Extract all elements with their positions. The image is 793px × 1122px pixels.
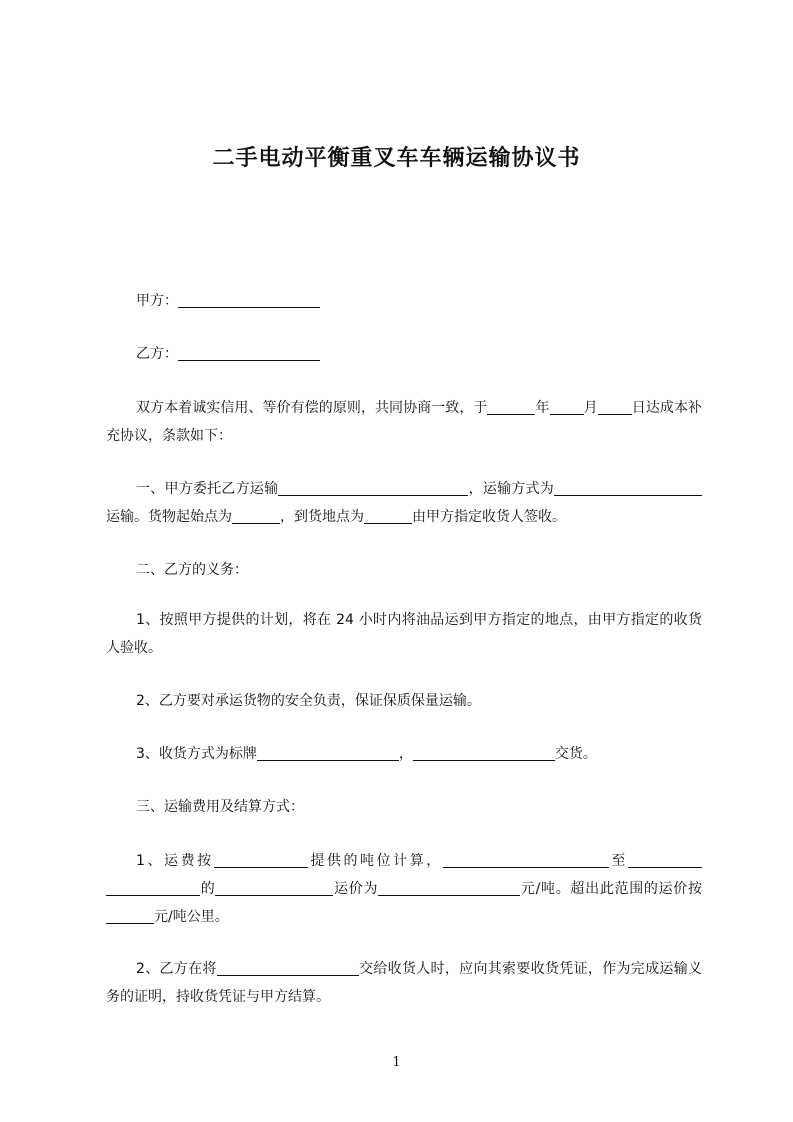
clause-1-method-blank-2[interactable] [668,479,702,496]
clause-1-text-3: 运输。货物起始点为 [106,509,232,525]
item-2-3-text-3: 交货。 [554,746,597,762]
item-2-3-text-1: 3、收货方式为标牌 [136,746,257,762]
item-3-1-goods-blank[interactable] [215,879,333,896]
item-3-1-from-blank[interactable] [443,851,609,868]
item-2-3-blank-1[interactable] [257,744,399,761]
intro-text-2: 年 [535,400,550,416]
item-2-3-blank-2[interactable] [413,744,555,761]
party-a-label: 甲方： [136,293,178,309]
item-3-1-to-blank-2[interactable] [106,879,200,896]
item-3-1-rate-blank[interactable] [378,879,520,896]
clause-1-text-2: ，运输方式为 [468,481,555,497]
item-3-2-goods-blank[interactable] [217,959,359,976]
intro-year-blank[interactable] [487,398,535,415]
party-b-line [106,340,702,368]
clause-1-destination-blank[interactable] [364,507,412,524]
item-3-1-text-5: 运价为 [333,881,379,897]
page-number: 1 [392,1055,401,1070]
party-b-label: 乙方： [136,346,178,362]
item-3-2-text-1: 2、乙方在将 [136,961,217,977]
item-3-1-extra-rate-blank[interactable] [106,907,154,924]
section-2-heading: 二、乙方的义务： [136,562,248,578]
party-b-blank[interactable] [178,344,320,361]
clause-1-method-blank-1[interactable] [554,479,668,496]
clause-1-text-4: ，到货地点为 [280,509,364,525]
item-2-3 [106,740,702,768]
item-3-1 [106,847,702,931]
section-3-heading: 三、运输费用及结算方式： [136,799,304,815]
item-3-1-text-4: 的 [200,881,216,897]
party-a-line [106,287,702,315]
item-3-2 [106,955,702,1011]
party-a-blank[interactable] [178,291,320,308]
clause-1-text-1: 一、甲方委托乙方运输 [136,481,279,497]
item-3-1-to-blank-1[interactable] [628,851,702,868]
item-3-1-text-2: 提供的吨位计算， [307,853,443,869]
intro-text-4: 日达成本补充协议，条款如下： [106,400,703,444]
item-2-1: 1、按照甲方提供的计划，将在 24 小时内将油品运到甲方指定的地点，由甲方指定的收货人验收。 [106,612,702,656]
item-3-1-text-3: 至 [608,853,628,869]
item-2-2: 2、乙方要对承运货物的安全负责，保证保质保量运输。 [136,693,481,709]
item-3-2-text-2: 交给收货人时，应向其索要收货凭证，作为完成运输义务的证明，持收货凭证与甲方结算。 [106,961,702,1005]
intro-paragraph [106,394,702,450]
clause-1-paragraph [106,475,702,531]
item-3-1-text-7: 元/吨公里。 [154,909,229,925]
clause-1-goods-blank[interactable] [278,479,468,496]
intro-day-blank[interactable] [598,398,632,415]
intro-month-blank[interactable] [550,398,584,415]
item-2-3-text-2: ， [398,746,413,762]
clause-1-origin-blank[interactable] [232,507,280,524]
item-3-1-text-1: 1、运费按 [136,853,214,869]
item-3-1-text-6: 元/吨。超出此范围的运价按 [520,881,703,897]
intro-text-1: 双方本着诚实信用、等价有偿的原则，共同协商一致，于 [136,400,488,416]
intro-text-3: 月 [583,400,598,416]
item-3-1-basis-blank[interactable] [214,851,308,868]
document-title: 二手电动平衡重叉车车辆运输协议书 [212,145,581,171]
clause-1-text-5: 由甲方指定收货人签收。 [412,509,566,525]
